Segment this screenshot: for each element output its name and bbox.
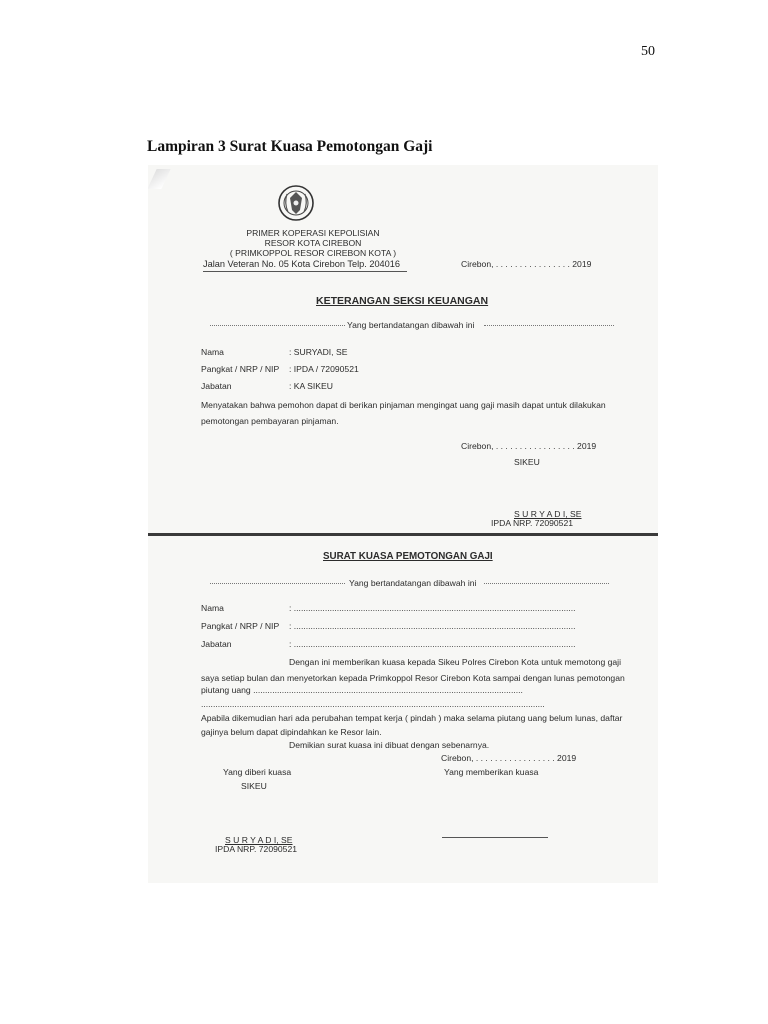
section2-field-value: : ...................................................................................................................... bbox=[289, 639, 576, 649]
section2-intro: Yang bertandatangan dibawah ini bbox=[349, 578, 477, 588]
letterhead-place-date: Cirebon, . . . . . . . . . . . . . . . . 2019 bbox=[461, 259, 592, 269]
section2-body: ................................................................................................................................................ bbox=[201, 699, 545, 709]
section2-title: SURAT KUASA PEMOTONGAN GAJI bbox=[323, 551, 493, 562]
section1-field-value: : SURYADI, SE bbox=[289, 347, 348, 357]
section2-place-date: Cirebon, . . . . . . . . . . . . . . . . . 2019 bbox=[441, 753, 577, 763]
section2-body: Demikian surat kuasa ini dibuat dengan sebenarnya. bbox=[289, 740, 490, 750]
section2-signer-nrp: IPDA NRP. 72090521 bbox=[215, 844, 298, 854]
section2-field-value: : ...................................................................................................................... bbox=[289, 603, 576, 613]
section1-intro: Yang bertandatangan dibawah ini bbox=[347, 320, 475, 330]
section1-position: SIKEU bbox=[514, 457, 540, 467]
letterhead-line-3: ( PRIMKOPPOL RESOR CIREBON KOTA ) bbox=[229, 248, 397, 258]
section2-signer-name: S U R Y A D I, SE bbox=[225, 835, 293, 845]
section1-statement: Menyatakan bahwa pemohon dapat di berikan pinjaman mengingat uang gaji masih dapat untuk dilakukan bbox=[201, 400, 606, 410]
section-divider bbox=[148, 533, 658, 536]
section2-left-position: SIKEU bbox=[241, 781, 267, 791]
section2-right-label: Yang memberikan kuasa bbox=[444, 767, 539, 777]
section1-signer-name: S U R Y A D I, SE bbox=[514, 509, 582, 519]
section1-field-value: : IPDA / 72090521 bbox=[289, 364, 359, 374]
scan-artifact bbox=[148, 169, 171, 189]
section1-field-label: Jabatan bbox=[201, 381, 232, 391]
section1-field-value: : KA SIKEU bbox=[289, 381, 333, 391]
page-heading: Lampiran 3 Surat Kuasa Pemotongan Gaji bbox=[147, 138, 433, 155]
dotted-rule bbox=[210, 583, 345, 584]
letterhead-line-1: PRIMER KOPERASI KEPOLISIAN bbox=[246, 228, 380, 238]
section1-statement: pemotongan pembayaran pinjaman. bbox=[201, 416, 339, 426]
scanned-letter bbox=[148, 165, 658, 883]
dotted-rule bbox=[484, 325, 614, 326]
police-emblem-icon bbox=[276, 183, 316, 223]
section2-left-label: Yang diberi kuasa bbox=[223, 767, 292, 777]
section2-field-label: Nama bbox=[201, 603, 224, 613]
section1-field-label: Pangkat / NRP / NIP bbox=[201, 364, 280, 374]
section1-signer-nrp: IPDA NRP. 72090521 bbox=[491, 518, 574, 528]
section2-body: gajinya belum dapat dipindahkan ke Resor lain. bbox=[201, 727, 382, 737]
section1-field-label: Nama bbox=[201, 347, 224, 357]
letterhead-underline bbox=[203, 271, 407, 272]
section1-place-date: Cirebon, . . . . . . . . . . . . . . . . . 2019 bbox=[461, 441, 597, 451]
section2-field-label: Pangkat / NRP / NIP bbox=[201, 621, 280, 631]
section2-body: piutang uang ................................................................................................................. bbox=[201, 685, 523, 695]
page-number: 50 bbox=[641, 44, 655, 59]
letterhead-line-2: RESOR KOTA CIREBON bbox=[264, 238, 362, 248]
dotted-rule bbox=[210, 325, 345, 326]
section2-field-value: : ...................................................................................................................... bbox=[289, 621, 576, 631]
section2-field-label: Jabatan bbox=[201, 639, 232, 649]
section2-body: saya setiap bulan dan menyetorkan kepada Primkoppol Resor Cirebon Kota sampai dengan lunas pemotongan bbox=[201, 673, 625, 683]
section2-body: Dengan ini memberikan kuasa kepada Sikeu Polres Cirebon Kota untuk memotong gaji bbox=[289, 657, 622, 667]
section2-body: Apabila dikemudian hari ada perubahan tempat kerja ( pindah ) maka selama piutang uang belum lunas, daftar bbox=[201, 713, 623, 723]
dotted-rule bbox=[484, 583, 609, 584]
signature-line bbox=[442, 837, 548, 838]
letterhead-address: Jalan Veteran No. 05 Kota Cirebon Telp. 204016 bbox=[203, 259, 400, 269]
section1-title: KETERANGAN SEKSI KEUANGAN bbox=[316, 295, 489, 307]
